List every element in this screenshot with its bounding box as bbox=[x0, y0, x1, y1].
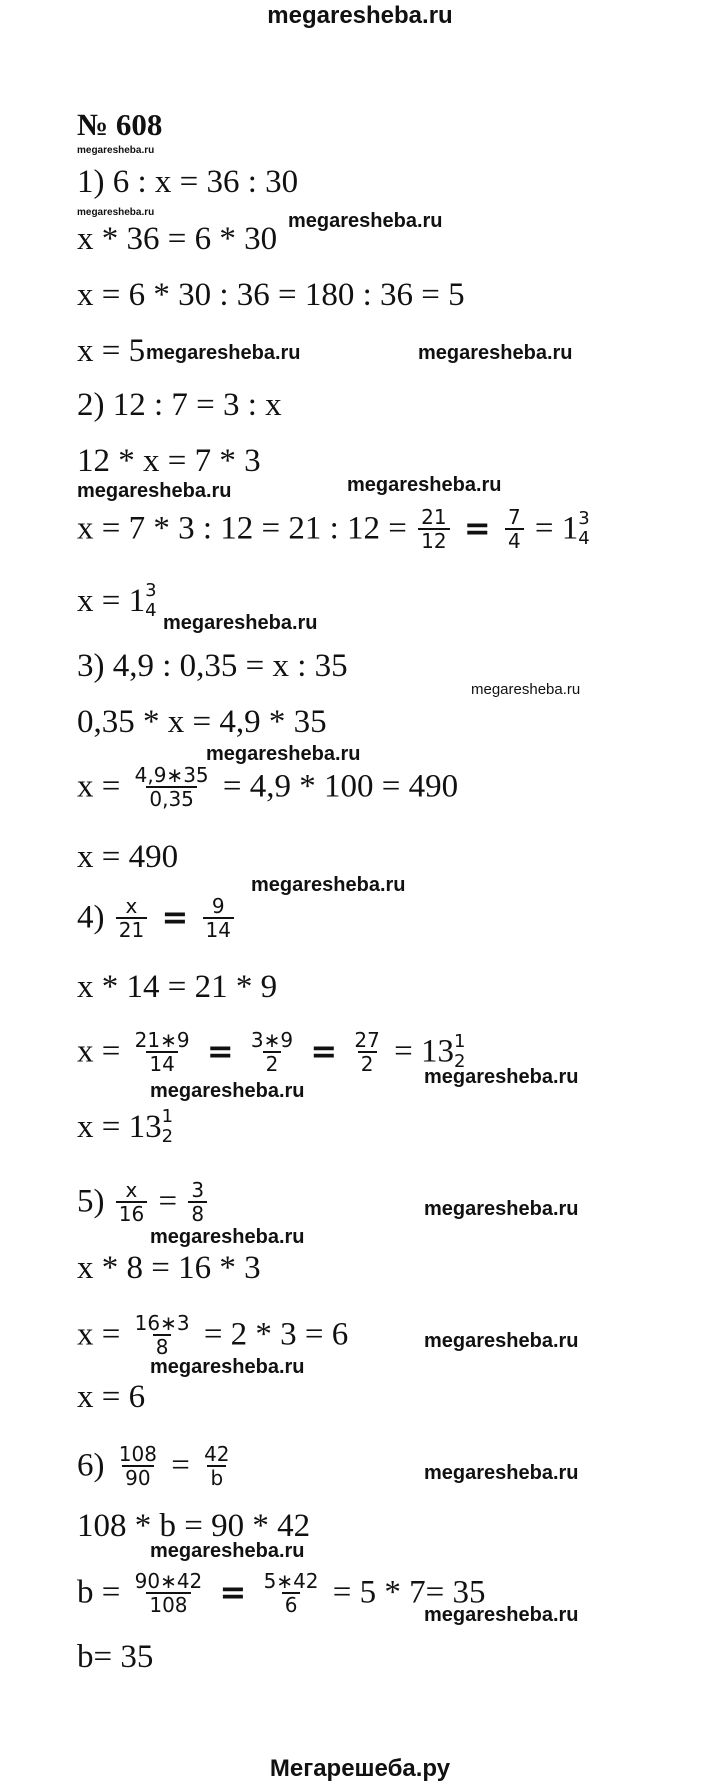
equation-line bbox=[77, 582, 157, 623]
watermark: megaresheba.ru bbox=[288, 210, 443, 232]
denominator: 2 bbox=[453, 1051, 466, 1072]
equation-line: x = 5 bbox=[77, 333, 146, 369]
numerator: 7 bbox=[507, 505, 521, 529]
numerator: 5∗42 bbox=[263, 1569, 319, 1593]
fraction bbox=[261, 1570, 322, 1616]
watermark: megaresheba.ru bbox=[347, 474, 502, 496]
equation-line: x * 8 = 16 * 3 bbox=[77, 1250, 261, 1286]
equation-line bbox=[77, 505, 590, 554]
denominator: 0,35 bbox=[146, 786, 197, 810]
watermark: megaresheba.ru bbox=[424, 1462, 579, 1484]
watermark: megaresheba.ru bbox=[150, 1356, 305, 1378]
watermark: megaresheba.ru bbox=[424, 1066, 579, 1088]
numerator: 21 bbox=[421, 505, 447, 529]
equation-line: x * 14 = 21 * 9 bbox=[77, 969, 278, 1005]
denominator: 108 bbox=[146, 1592, 190, 1616]
fraction bbox=[132, 1570, 206, 1616]
equation-text: x = 7 * 3 : 12 = 21 : 12 = bbox=[77, 510, 407, 547]
numerator: 3 bbox=[191, 1178, 205, 1202]
denominator: 14 bbox=[146, 1051, 177, 1075]
denominator: 8 bbox=[153, 1334, 172, 1358]
denominator: 4 bbox=[578, 528, 590, 549]
watermark: megaresheba.ru bbox=[163, 612, 318, 634]
equation-line bbox=[77, 1178, 210, 1227]
numerator: x bbox=[125, 894, 138, 918]
equation-text: = bbox=[158, 1183, 178, 1220]
fraction bbox=[418, 506, 449, 552]
equation-text: 6) bbox=[77, 1447, 105, 1484]
numerator: 9 bbox=[211, 894, 225, 918]
equation-text: = 4,9 * 100 = 490 bbox=[222, 768, 459, 805]
numerator: x bbox=[125, 1178, 138, 1202]
numerator: 27 bbox=[354, 1028, 380, 1052]
mixed-fraction bbox=[162, 1107, 173, 1147]
watermark: megaresheba.ru bbox=[418, 342, 573, 364]
mixed-fraction bbox=[578, 509, 589, 549]
equation-text: = 1 bbox=[534, 510, 579, 547]
equation-line: 3) 4,9 : 0,35 = x : 35 bbox=[77, 648, 348, 684]
equals-sign: = bbox=[161, 897, 189, 936]
numerator: 90∗42 bbox=[134, 1569, 203, 1593]
watermark: megaresheba.ru bbox=[424, 1330, 579, 1352]
equation-line: 108 * b = 90 * 42 bbox=[77, 1508, 311, 1544]
watermark: megaresheba.ru bbox=[251, 874, 406, 896]
equation-line: 12 * x = 7 * 3 bbox=[77, 443, 261, 479]
denominator: 4 bbox=[145, 600, 157, 622]
denominator: 14 bbox=[203, 917, 234, 941]
equation-line bbox=[77, 1108, 173, 1149]
denominator: 2 bbox=[263, 1051, 282, 1075]
watermark: megaresheba.ru bbox=[150, 1080, 305, 1102]
denominator: 8 bbox=[188, 1201, 207, 1225]
numerator: 1 bbox=[161, 1106, 174, 1128]
denominator: 21 bbox=[116, 917, 147, 941]
equation-line bbox=[77, 1311, 349, 1360]
fraction bbox=[505, 506, 524, 552]
mixed-fraction bbox=[145, 581, 156, 621]
fraction bbox=[203, 895, 234, 941]
watermark: megaresheba.ru bbox=[77, 480, 232, 502]
denominator: 90 bbox=[122, 1465, 153, 1489]
equals-sign: = bbox=[463, 508, 491, 547]
fraction bbox=[188, 1179, 207, 1225]
equals-sign: = bbox=[219, 1572, 247, 1611]
equation-line: x = 490 bbox=[77, 839, 179, 875]
numerator: 42 bbox=[204, 1442, 230, 1466]
equation-text: = 2 * 3 = 6 bbox=[203, 1316, 349, 1353]
numerator: 3 bbox=[578, 508, 590, 529]
watermark: megaresheba.ru bbox=[150, 1226, 305, 1248]
equation-line bbox=[77, 1569, 486, 1618]
equation-line bbox=[77, 1442, 236, 1491]
denominator: 2 bbox=[358, 1051, 377, 1075]
watermark: megaresheba.ru bbox=[471, 681, 581, 698]
numerator: 21∗9 bbox=[134, 1028, 190, 1052]
equation-line bbox=[77, 1028, 466, 1077]
numerator: 3∗9 bbox=[250, 1028, 294, 1052]
denominator: 2 bbox=[161, 1126, 174, 1148]
numerator: 4,9∗35 bbox=[134, 763, 209, 787]
equation-text: = 5 * 7= 35 bbox=[332, 1574, 486, 1611]
numerator: 108 bbox=[118, 1442, 157, 1466]
equation-line bbox=[77, 763, 459, 812]
watermark: megaresheba.ru bbox=[424, 1604, 579, 1626]
equation-line: 0,35 * x = 4,9 * 35 bbox=[77, 704, 327, 740]
numerator: 1 bbox=[453, 1031, 466, 1052]
fraction bbox=[248, 1029, 296, 1075]
equation-text: x = bbox=[77, 1033, 121, 1070]
equation-line: 2) 12 : 7 = 3 : x bbox=[77, 387, 282, 423]
equation-line bbox=[77, 894, 237, 943]
fraction bbox=[132, 1312, 193, 1358]
numerator: 16∗3 bbox=[134, 1311, 190, 1335]
equation-text: x = 13 bbox=[77, 1109, 162, 1145]
watermark: megaresheba.ru bbox=[424, 1198, 579, 1220]
mixed-fraction bbox=[454, 1032, 465, 1072]
denominator: 12 bbox=[418, 528, 449, 552]
equation-text: 5) bbox=[77, 1183, 105, 1220]
numerator: 3 bbox=[145, 580, 157, 602]
watermark: megaresheba.ru bbox=[77, 145, 155, 156]
equals-sign: = bbox=[206, 1031, 234, 1070]
equals-sign: = bbox=[310, 1031, 338, 1070]
fraction bbox=[132, 1029, 193, 1075]
equation-text: = bbox=[171, 1447, 190, 1484]
fraction bbox=[116, 895, 147, 941]
equation-text: 4) bbox=[77, 899, 105, 936]
equation-text: x = bbox=[77, 1316, 121, 1353]
equation-text: = 13 bbox=[394, 1033, 454, 1070]
fraction bbox=[116, 1179, 147, 1225]
denominator: 16 bbox=[116, 1201, 147, 1225]
site-footer[interactable]: Мегарешеба.ру bbox=[269, 1755, 451, 1782]
site-header[interactable]: megaresheba.ru bbox=[267, 2, 453, 29]
problem-number: № 608 bbox=[77, 107, 163, 142]
watermark: megaresheba.ru bbox=[150, 1540, 305, 1562]
watermark: megaresheba.ru bbox=[77, 207, 155, 218]
fraction bbox=[201, 1443, 232, 1489]
watermark: megaresheba.ru bbox=[206, 743, 361, 765]
equation-line: x * 36 = 6 * 30 bbox=[77, 221, 278, 257]
equation-line: x = 6 * 30 : 36 = 180 : 36 = 5 bbox=[77, 277, 465, 313]
watermark: megaresheba.ru bbox=[146, 342, 301, 364]
equation-text: x = bbox=[77, 768, 121, 805]
fraction bbox=[116, 1443, 160, 1489]
denominator: 6 bbox=[282, 1592, 301, 1616]
denominator: b bbox=[207, 1465, 226, 1489]
equation-line: x = 6 bbox=[77, 1379, 146, 1415]
equation-line: 1) 6 : x = 36 : 30 bbox=[77, 164, 299, 200]
equation-text: b = bbox=[77, 1574, 121, 1611]
fraction bbox=[132, 764, 212, 810]
denominator: 4 bbox=[505, 528, 524, 552]
fraction bbox=[351, 1029, 382, 1075]
equation-text: x = 1 bbox=[77, 583, 146, 619]
equation-line: b= 35 bbox=[77, 1639, 154, 1675]
